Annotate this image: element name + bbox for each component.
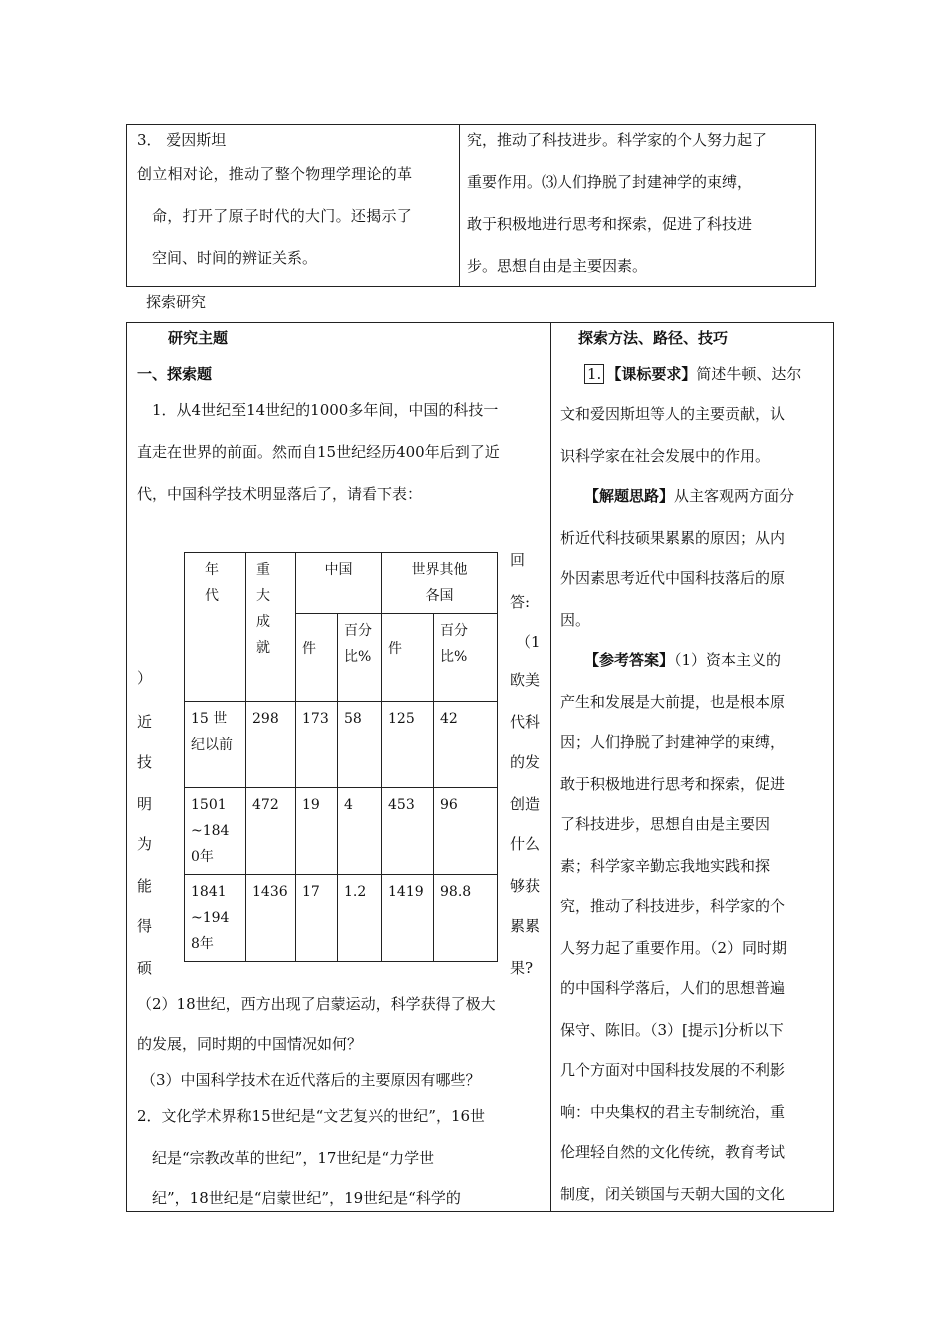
requirement-line-3: 识科学家在社会发展中的作用。 <box>560 447 771 465</box>
left-vertical-1: 近 <box>137 713 153 731</box>
th-world-pct: 百分比% <box>434 614 498 702</box>
answer-line-6: 素；科学家辛勤忘我地实践和探 <box>560 857 771 875</box>
question-line-3: （3）中国科学技术在近代落后的主要原因有哪些？ <box>141 1071 481 1089</box>
th-china-pct: 百分比% <box>338 614 382 702</box>
achievements-table <box>184 552 498 962</box>
top-right-line-2: 重要作用。⑶人们挣脱了封建神学的束缚， <box>467 173 753 191</box>
right-vertical-1: 答: <box>510 593 531 611</box>
right-vertical-9: 累累 <box>510 917 541 935</box>
answer-line-7: 究，推动了科技进步，科学家的个 <box>560 897 786 915</box>
idea-line-4: 因。 <box>560 611 591 629</box>
answer-label: 【参考答案】 <box>584 651 675 669</box>
left-vertical-5: 能 <box>137 877 153 895</box>
main-table-divider <box>550 322 551 1212</box>
cell-total: 298 <box>246 702 296 788</box>
left-column-header: 研究主题 <box>168 329 229 347</box>
left-vertical-2: 技 <box>137 753 153 771</box>
cell-world: 453 <box>382 788 434 875</box>
requirement-text: 简述牛顿、达尔 <box>696 365 802 383</box>
answer-line-5: 了科技进步，思想自由是主要因 <box>560 815 771 833</box>
cell-total: 472 <box>246 788 296 875</box>
requirement-label: 【课标要求】 <box>606 365 697 383</box>
question-line-2: 的发展，同时期的中国情况如何？ <box>137 1035 363 1053</box>
question-line-1: （2）18世纪，西方出现了启蒙运动，科学获得了极大 <box>137 995 496 1013</box>
table-row <box>185 702 498 788</box>
requirement-line-1 <box>584 364 801 384</box>
cell-total: 1436 <box>246 875 296 962</box>
cell-cn: 19 <box>296 788 338 875</box>
left-vertical-0: ） <box>137 669 153 687</box>
top-right-line-4: 步。思想自由是主要因素。 <box>467 257 648 275</box>
answer-line-4: 敢于积极地进行思考和探索，促进 <box>560 775 786 793</box>
idea-line-2: 析近代科技硕果累累的原因；从内 <box>560 529 786 547</box>
cell-period: 15 世纪以前 <box>185 702 246 788</box>
cell-period: 1501~1840年 <box>185 788 246 875</box>
left-vertical-6: 得 <box>137 917 153 935</box>
left-vertical-3: 明 <box>137 795 153 813</box>
table-row <box>185 788 498 875</box>
right-vertical-0: 回 <box>510 551 526 569</box>
th-achievements: 重大成就 <box>246 553 296 702</box>
section-label: 探索研究 <box>146 293 207 311</box>
intro-line-1: 1．从4世纪至14世纪的1000多年间，中国的科技一 <box>152 401 499 419</box>
right-vertical-10: 果? <box>510 959 534 977</box>
cell-cn: 173 <box>296 702 338 788</box>
th-china-count: 件 <box>296 614 338 702</box>
right-column-header: 探索方法、路径、技巧 <box>578 329 729 347</box>
einstein-line-1: 创立相对论，推动了整个物理学理论的革 <box>137 165 413 183</box>
answer-text: （1）资本主义的 <box>674 651 782 669</box>
right-vertical-5: 的发 <box>510 753 541 771</box>
question-line-4: 2．文化学术界称15世纪是“文艺复兴的世纪”，16世 <box>137 1107 486 1125</box>
right-vertical-8: 够获 <box>510 877 541 895</box>
idea-line-3: 外因素思考近代中国科技落后的原 <box>560 569 786 587</box>
item-number-box: 1. <box>584 364 604 384</box>
idea-text: 从主客观两方面分 <box>674 487 795 505</box>
cell-cn-pct: 1.2 <box>338 875 382 962</box>
answer-line-11: 几个方面对中国科技发展的不利影 <box>560 1061 786 1079</box>
th-world-count: 件 <box>382 614 434 702</box>
answer-line-2: 产生和发展是大前提，也是根本原 <box>560 693 786 711</box>
cell-period: 1841~1948年 <box>185 875 246 962</box>
answer-line-3: 因；人们挣脱了封建神学的束缚， <box>560 733 786 751</box>
top-right-line-1: 究，推动了科技进步。科学家的个人努力起了 <box>467 131 768 149</box>
answer-line-9: 的中国科学落后，人们的思想普遍 <box>560 979 786 997</box>
question-line-5: 纪是“宗教改革的世纪”，17世纪是“力学世 <box>152 1149 435 1167</box>
cell-cn-pct: 4 <box>338 788 382 875</box>
einstein-heading: 3． 爱因斯坦 <box>137 131 227 149</box>
left-vertical-7: 硕 <box>137 959 153 977</box>
subheading: 一、探索题 <box>137 365 213 383</box>
cell-world: 125 <box>382 702 434 788</box>
idea-label: 【解题思路】 <box>584 487 675 505</box>
right-vertical-4: 代科 <box>510 713 541 731</box>
intro-line-2: 直走在世界的前面。然而自15世纪经历400年后到了近 <box>137 443 500 461</box>
answer-line-13: 伦理轻自然的文化传统，教育考试 <box>560 1143 786 1161</box>
cell-cn: 17 <box>296 875 338 962</box>
question-line-6: 纪”，18世纪是“启蒙世纪”，19世纪是“科学的 <box>152 1189 461 1207</box>
right-vertical-6: 创造 <box>510 795 541 813</box>
idea-line-1 <box>584 486 794 506</box>
answer-line-1 <box>584 650 781 670</box>
right-vertical-7: 什么 <box>510 835 541 853</box>
right-vertical-3: 欧美 <box>510 671 541 689</box>
cell-world-pct: 98.8 <box>434 875 498 962</box>
einstein-line-3: 空间、时间的辨证关系。 <box>152 249 318 267</box>
th-world: 世界其他各国 <box>382 553 498 614</box>
cell-world-pct: 42 <box>434 702 498 788</box>
cell-world: 1419 <box>382 875 434 962</box>
left-vertical-4: 为 <box>137 835 153 853</box>
einstein-line-2: 命，打开了原子时代的大门。还揭示了 <box>152 207 413 225</box>
intro-line-3: 代，中国科学技术明显落后了，请看下表： <box>137 485 423 503</box>
cell-cn-pct: 58 <box>338 702 382 788</box>
cell-world-pct: 96 <box>434 788 498 875</box>
table-row <box>185 875 498 962</box>
answer-line-14: 制度，闭关锁国与天朝大国的文化 <box>560 1185 786 1203</box>
right-vertical-2: （1 <box>516 633 541 651</box>
answer-line-10: 保守、陈旧。（3）[提示]分析以下 <box>560 1021 784 1039</box>
th-year: 年代 <box>185 553 246 702</box>
answer-line-12: 响：中央集权的君主专制统治，重 <box>560 1103 786 1121</box>
top-right-line-3: 敢于积极地进行思考和探索，促进了科技进 <box>467 215 753 233</box>
top-table-divider <box>459 124 460 287</box>
th-china: 中国 <box>296 553 382 614</box>
answer-line-8: 人努力起了重要作用。（2）同时期 <box>560 939 788 957</box>
requirement-line-2: 文和爱因斯坦等人的主要贡献，认 <box>560 405 786 423</box>
